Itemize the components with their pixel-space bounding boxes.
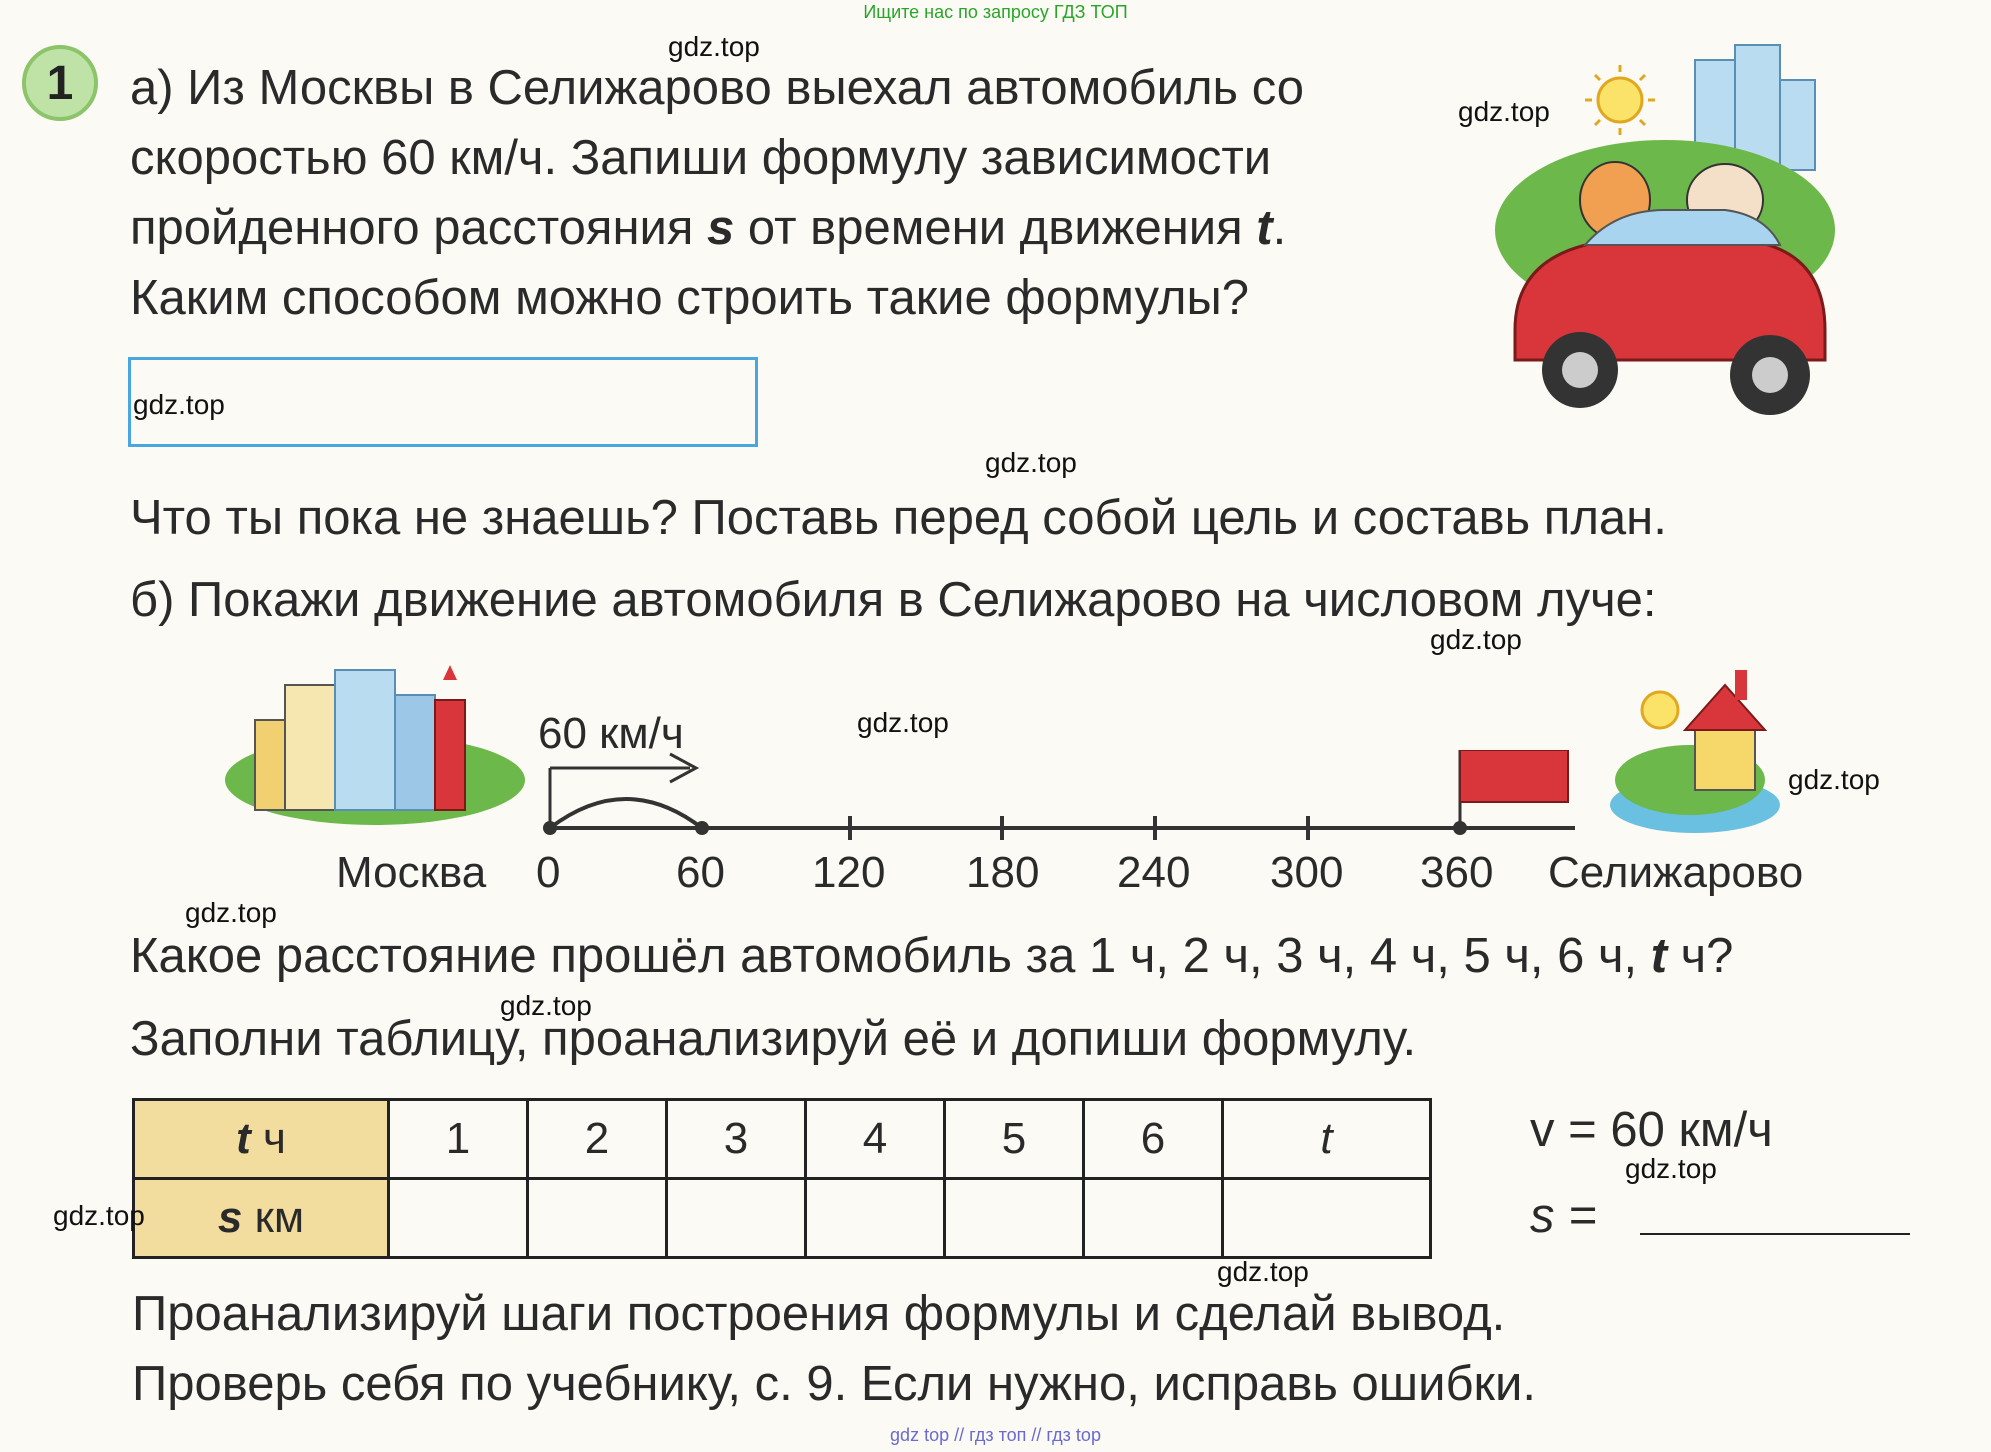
answer-cell[interactable] — [528, 1179, 667, 1258]
unit-h: ч — [262, 1114, 286, 1163]
part-b-text: б) Покажи движение автомобиля в Селижарово на числовом луче: — [130, 573, 1657, 627]
watermark: gdz.top — [53, 1200, 145, 1231]
watermark: gdz.top — [1217, 1256, 1309, 1287]
flag-icon — [1460, 750, 1568, 802]
distance-question-end: ч? — [1667, 929, 1734, 983]
conclusion-line-2: Проверь себя по учебнику, с. 9. Если нужно, исправь ошибки. — [132, 1357, 1536, 1411]
var-t: t — [1256, 201, 1273, 255]
table-header-cell: 3 — [667, 1100, 806, 1179]
table-header-cell: 1 — [389, 1100, 528, 1179]
watermark: gdz.top — [857, 707, 949, 738]
table-row — [134, 1100, 1431, 1179]
watermark: gdz.top — [668, 31, 760, 62]
selizharovo-illustration — [1610, 660, 1780, 835]
watermark: gdz.top — [1430, 624, 1522, 655]
answer-cell[interactable] — [389, 1179, 528, 1258]
part-a-line-1: а) Из Москвы в Селижарово выехал автомобиль со — [130, 61, 1304, 115]
fill-table-text: Заполни таблицу, проанализируй её и допиши формулу. — [130, 1012, 1417, 1066]
footer-links[interactable]: gdz top // гдз топ // гдз top — [890, 1425, 1101, 1445]
unit-km: км — [254, 1193, 305, 1242]
row-header-s — [134, 1179, 389, 1258]
jump-arc — [550, 799, 702, 828]
part-a-line-4: Каким способом можно строить такие формулы? — [130, 271, 1249, 325]
house-icon — [1695, 725, 1755, 790]
search-hint[interactable]: Ищите нас по запросу ГДЗ ТОП — [863, 2, 1128, 22]
values-table — [132, 1098, 1432, 1259]
ray-label-60: 60 — [676, 848, 725, 897]
watermark: gdz.top — [985, 447, 1077, 478]
watermark: gdz.top — [500, 990, 592, 1021]
conclusion-line-1: Проанализируй шаги построения формулы и сделай вывод. — [132, 1287, 1506, 1341]
var-s: s — [707, 201, 735, 255]
ray-label-360: 360 — [1420, 848, 1494, 897]
var-t: t — [1650, 929, 1668, 983]
ray-label-300: 300 — [1270, 848, 1344, 897]
table-header-cell: 5 — [945, 1100, 1084, 1179]
watermark: gdz.top — [185, 897, 277, 928]
table-header-cell: 2 — [528, 1100, 667, 1179]
part-a-line-3-pre: пройденного расстояния — [130, 201, 708, 255]
ray-label-240: 240 — [1117, 848, 1191, 897]
watermark: gdz.top — [1458, 96, 1550, 127]
end-city: Селижарово — [1548, 848, 1804, 897]
sun-icon — [1585, 65, 1655, 135]
table-row — [134, 1179, 1431, 1258]
kremlin-tower-icon — [435, 700, 465, 810]
answer-cell[interactable] — [945, 1179, 1084, 1258]
part-a-line-3 — [130, 201, 1287, 255]
question-plan: Что ты пока не знаешь? Поставь перед собой цель и составь план. — [130, 491, 1667, 545]
var-t: t — [236, 1114, 251, 1163]
watermark: gdz.top — [1788, 764, 1880, 795]
task-number-badge: 1 — [22, 45, 98, 121]
table-header-cell — [1223, 1100, 1431, 1179]
ray-label-0: 0 — [536, 848, 561, 897]
formula-blank-line[interactable] — [1640, 1233, 1910, 1235]
answer-cell[interactable] — [806, 1179, 945, 1258]
var-s: s — [217, 1193, 243, 1242]
table-header-cell: 6 — [1084, 1100, 1223, 1179]
part-a-line-3-end: . — [1272, 201, 1287, 255]
answer-cell[interactable] — [1084, 1179, 1223, 1258]
formula-s: s = — [1530, 1189, 1597, 1243]
var-t: t — [1320, 1114, 1333, 1163]
moscow-illustration — [225, 660, 525, 825]
watermark: gdz.top — [1625, 1153, 1717, 1184]
formula-v: v = 60 км/ч — [1530, 1103, 1773, 1157]
distance-question — [130, 929, 1734, 983]
part-a-line-2: скоростью 60 км/ч. Запиши формулу зависимости — [130, 131, 1272, 185]
start-city: Москва — [336, 848, 487, 897]
answer-cell[interactable] — [1223, 1179, 1431, 1258]
watermark: gdz.top — [133, 389, 225, 420]
table-header-cell: 4 — [806, 1100, 945, 1179]
row-header-t — [134, 1100, 389, 1179]
speed-label: 60 км/ч — [538, 709, 684, 758]
ray-label-120: 120 — [812, 848, 886, 897]
part-a-line-3-mid: от времени движения — [734, 201, 1257, 255]
sun-icon — [1642, 692, 1678, 728]
ray-label-180: 180 — [966, 848, 1040, 897]
distance-question-pre: Какое расстояние прошёл автомобиль за 1 ч, 2 ч, 3 ч, 4 ч, 5 ч, 6 ч, — [130, 929, 1651, 983]
answer-cell[interactable] — [667, 1179, 806, 1258]
